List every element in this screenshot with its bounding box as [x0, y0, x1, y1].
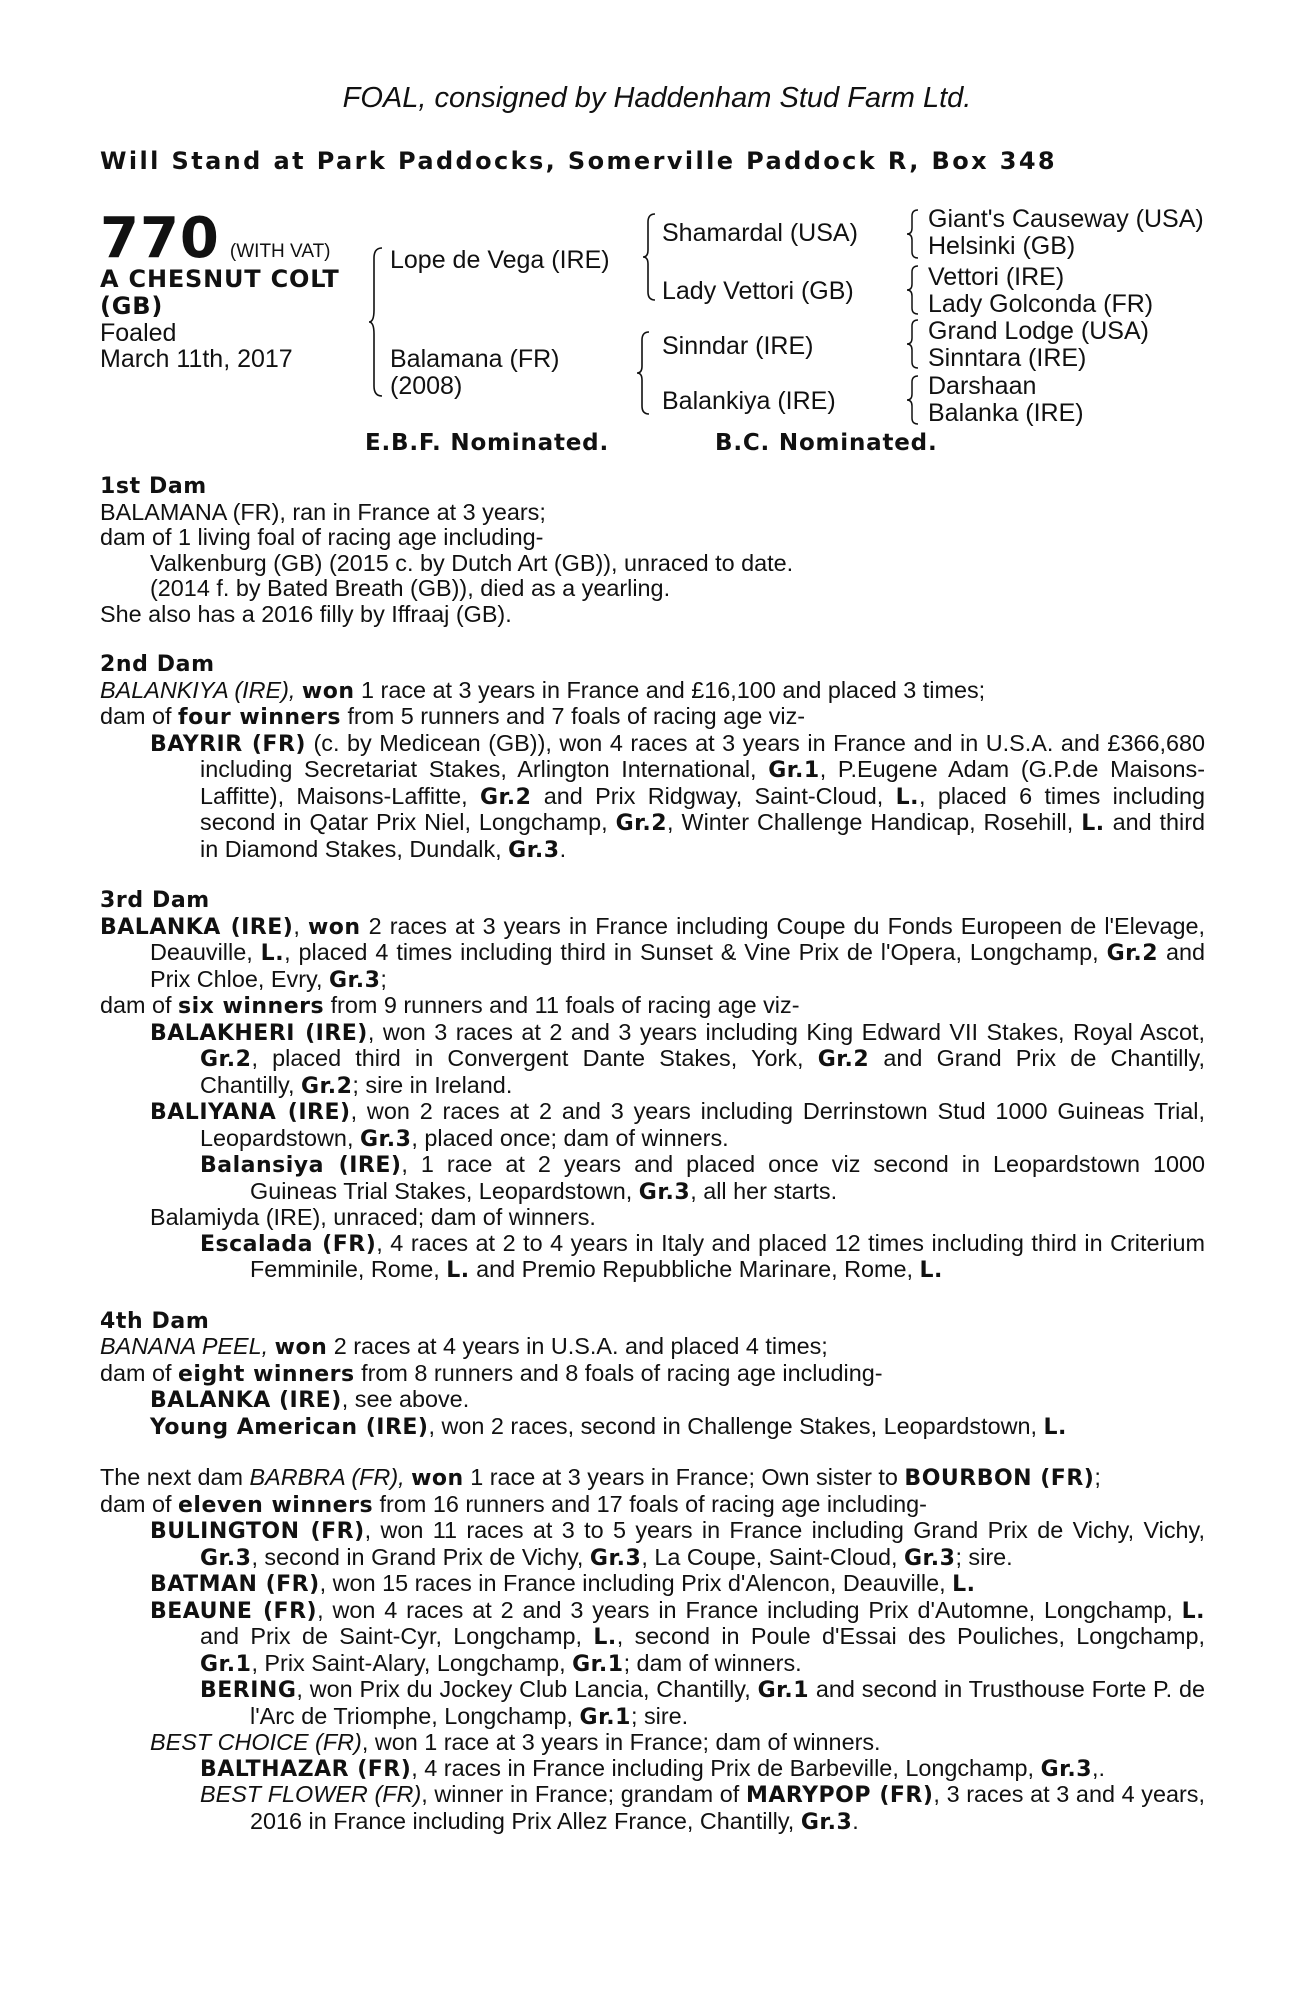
first-dam-produce: Valkenburg (GB) (2015 c. by Dutch Art (GB)), unraced to date. [150, 549, 794, 576]
g3-3: Vettori (IRE) [928, 263, 1065, 291]
produce-entry-balanka: BALANKA (IRE), see above. [150, 1386, 470, 1413]
dam: Balamana (FR) [390, 345, 560, 373]
fourth-dam-heading: 4th Dam [100, 1308, 210, 1334]
brace-sire [642, 212, 660, 302]
produce-entry-bayrir: BAYRIR (FR) (c. by Medicean (GB)), won 4 races at 3 years in France and in U.S.A. and £366,680 including Secretariat Stakes, Arlington International, Gr.1, P.Eugene Adam (G.P.de Maisons-Laffitte), Maisons-Laffitte, Gr.2 and Prix Ridgway, Saint-Cloud, L., placed 6 times including second in Qatar Prix Niel, Longchamp, Gr.2, Winter Challenge Handicap, Rosehill, L. and third in Diamond Stakes, Dundalk, Gr.3. [150, 729, 1206, 863]
stand-location: Will Stand at Park Paddocks, Somerville Paddock R, Box 348 [100, 147, 1058, 175]
g3-4: Lady Golconda (FR) [928, 290, 1154, 318]
dam-dam: Balankiya (IRE) [662, 387, 836, 415]
catalogue-body [100, 474, 1205, 1835]
lot-description-1: A CHESNUT COLT [100, 265, 340, 293]
foaled-date: March 11th, 2017 [100, 345, 293, 373]
second-dam-produce-summary: dam of four winners from 5 runners and 7 foals of racing age viz- [100, 703, 806, 730]
sire: Lope de Vega (IRE) [390, 246, 610, 274]
produce-entry-balansiya: Balansiya (IRE), 1 race at 2 years and placed once viz second in Leopardstown 1000 Guineas Trial Stakes, Leopardstown, Gr.3, all her starts. [200, 1151, 1205, 1205]
first-dam-line: dam of 1 living foal of racing age including- [100, 524, 544, 550]
third-dam-record: BALANKA (IRE), won 2 races at 3 years in France including Coupe du Fonds Europeen de l'Elevage, Deauville, L., placed 4 times including third in Sunset & Vine Prix de l'Opera, Longchamp, Gr.2 and Prix Chloe, Evry, Gr.3; [100, 912, 1206, 993]
next-dam-record: The next dam BARBRA (FR), won 1 race at 3 years in France; Own sister to BOURBON (FR); [100, 1464, 1101, 1491]
g3-6: Sinntara (IRE) [928, 344, 1087, 372]
third-dam-produce-summary: dam of six winners from 9 runners and 11 foals of racing age viz- [100, 992, 800, 1019]
produce-entry-batman: BATMAN (FR), won 15 races in France including Prix d'Alencon, Deauville, L. [150, 1570, 976, 1597]
produce-entry-young-american: Young American (IRE), won 2 races, second in Challenge Stakes, Leopardstown, L. [150, 1412, 1067, 1440]
produce-entry-best-flower: BEST FLOWER (FR), winner in France; grandam of MARYPOP (FR), 3 races at 3 and 4 years, 2016 in France including Prix Allez France, Chantilly, Gr.3. [200, 1781, 1205, 1835]
produce-entry-bering: BERING, won Prix du Jockey Club Lancia, Chantilly, Gr.1 and second in Trusthouse Forte P. de l'Arc de Triomphe, Longchamp, Gr.1; sire. [200, 1676, 1206, 1730]
g3-8: Balanka (IRE) [928, 399, 1084, 427]
sire-sire: Shamardal (USA) [662, 219, 858, 247]
sire-dam: Lady Vettori (GB) [662, 277, 854, 305]
brace-sire-dam [368, 246, 388, 398]
first-dam-line: She also has a 2016 filly by Iffraaj (GB). [100, 600, 512, 627]
third-dam-heading: 3rd Dam [100, 888, 210, 913]
ebf-nominated: E.B.F. Nominated. [365, 430, 609, 456]
dam-year: (2008) [390, 372, 463, 400]
lot-number: 770 [100, 206, 220, 271]
lot-description-2: (GB) [100, 292, 164, 320]
produce-entry-beaune: BEAUNE (FR), won 4 races at 2 and 3 years in France including Prix d'Automne, Longchamp, L. and Prix de Saint-Cyr, Longchamp, L., second in Poule d'Essai des Pouliches, Longchamp, Gr.1, Prix Saint-Alary, Longchamp, Gr.1; dam of winners. [150, 1596, 1206, 1677]
g3-2: Helsinki (GB) [928, 232, 1076, 260]
produce-entry-escalada: Escalada (FR), 4 races at 2 to 4 years in Italy and placed 12 times including third in Criterium Femminile, Rome, L. and Premio Repubbliche Marinare, Rome, L. [200, 1229, 1205, 1283]
first-dam-heading: 1st Dam [100, 474, 207, 499]
next-dam-produce-summary: dam of eleven winners from 16 runners and 17 foals of racing age including- [100, 1490, 927, 1518]
fourth-dam-record: BANANA PEEL, won 2 races at 4 years in U.S.A. and placed 4 times; [100, 1333, 828, 1360]
vat-note: (WITH VAT) [229, 241, 331, 262]
g3-7: Darshaan [928, 372, 1037, 400]
fourth-dam-produce-summary: dam of eight winners from 8 runners and 8 foals of racing age including- [100, 1359, 883, 1387]
dam-sire: Sinndar (IRE) [662, 332, 814, 360]
consignor-line: FOAL, consigned by Haddenham Stud Farm Ltd. [342, 82, 972, 114]
brace-g3-4 [906, 374, 922, 426]
first-dam-line: BALAMANA (FR), ran in France at 3 years; [100, 498, 546, 525]
produce-entry-bulington: BULINGTON (FR), won 11 races at 3 to 5 years in France including Grand Prix de Vichy, Vichy, Gr.3, second in Grand Prix de Vichy, Gr.3, La Coupe, Saint-Cloud, Gr.3; sire. [150, 1517, 1206, 1571]
brace-g3-1 [906, 208, 922, 260]
produce-entry-best-choice: BEST CHOICE (FR), won 1 race at 3 years in France; dam of winners. [150, 1729, 881, 1755]
produce-entry-balakheri: BALAKHERI (IRE), won 3 races at 2 and 3 years including King Edward VII Stakes, Royal Ascot, Gr.2, placed third in Convergent Dante Stakes, York, Gr.2 and Grand Prix de Chantilly, Chantilly, Gr.2; sire in Ireland. [150, 1018, 1206, 1099]
dam-name: BALANKIYA (IRE), [100, 676, 296, 703]
brace-dam [636, 330, 654, 416]
first-dam-produce: (2014 f. by Bated Breath (GB)), died as a yearling. [150, 575, 671, 601]
g3-5: Grand Lodge (USA) [928, 317, 1149, 345]
foaled-label: Foaled [100, 319, 177, 347]
produce-entry-balamiyda: Balamiyda (IRE), unraced; dam of winners. [150, 1204, 596, 1230]
brace-g3-2 [906, 264, 922, 316]
second-dam-heading: 2nd Dam [100, 652, 215, 677]
brace-g3-3 [906, 318, 922, 370]
g3-1: Giant's Causeway (USA) [928, 205, 1204, 233]
bc-nominated: B.C. Nominated. [715, 430, 938, 456]
second-dam-record: BALANKIYA (IRE), won 1 race at 3 years in France and £16,100 and placed 3 times; [100, 676, 986, 704]
produce-entry-baliyana: BALIYANA (IRE), won 2 races at 2 and 3 years including Derrinstown Stud 1000 Guineas Trial, Leopardstown, Gr.3, placed once; dam of winners. [150, 1098, 1205, 1152]
produce-entry-balthazar: BALTHAZAR (FR), 4 races in France including Prix de Barbeville, Longchamp, Gr.3,. [200, 1754, 1105, 1782]
